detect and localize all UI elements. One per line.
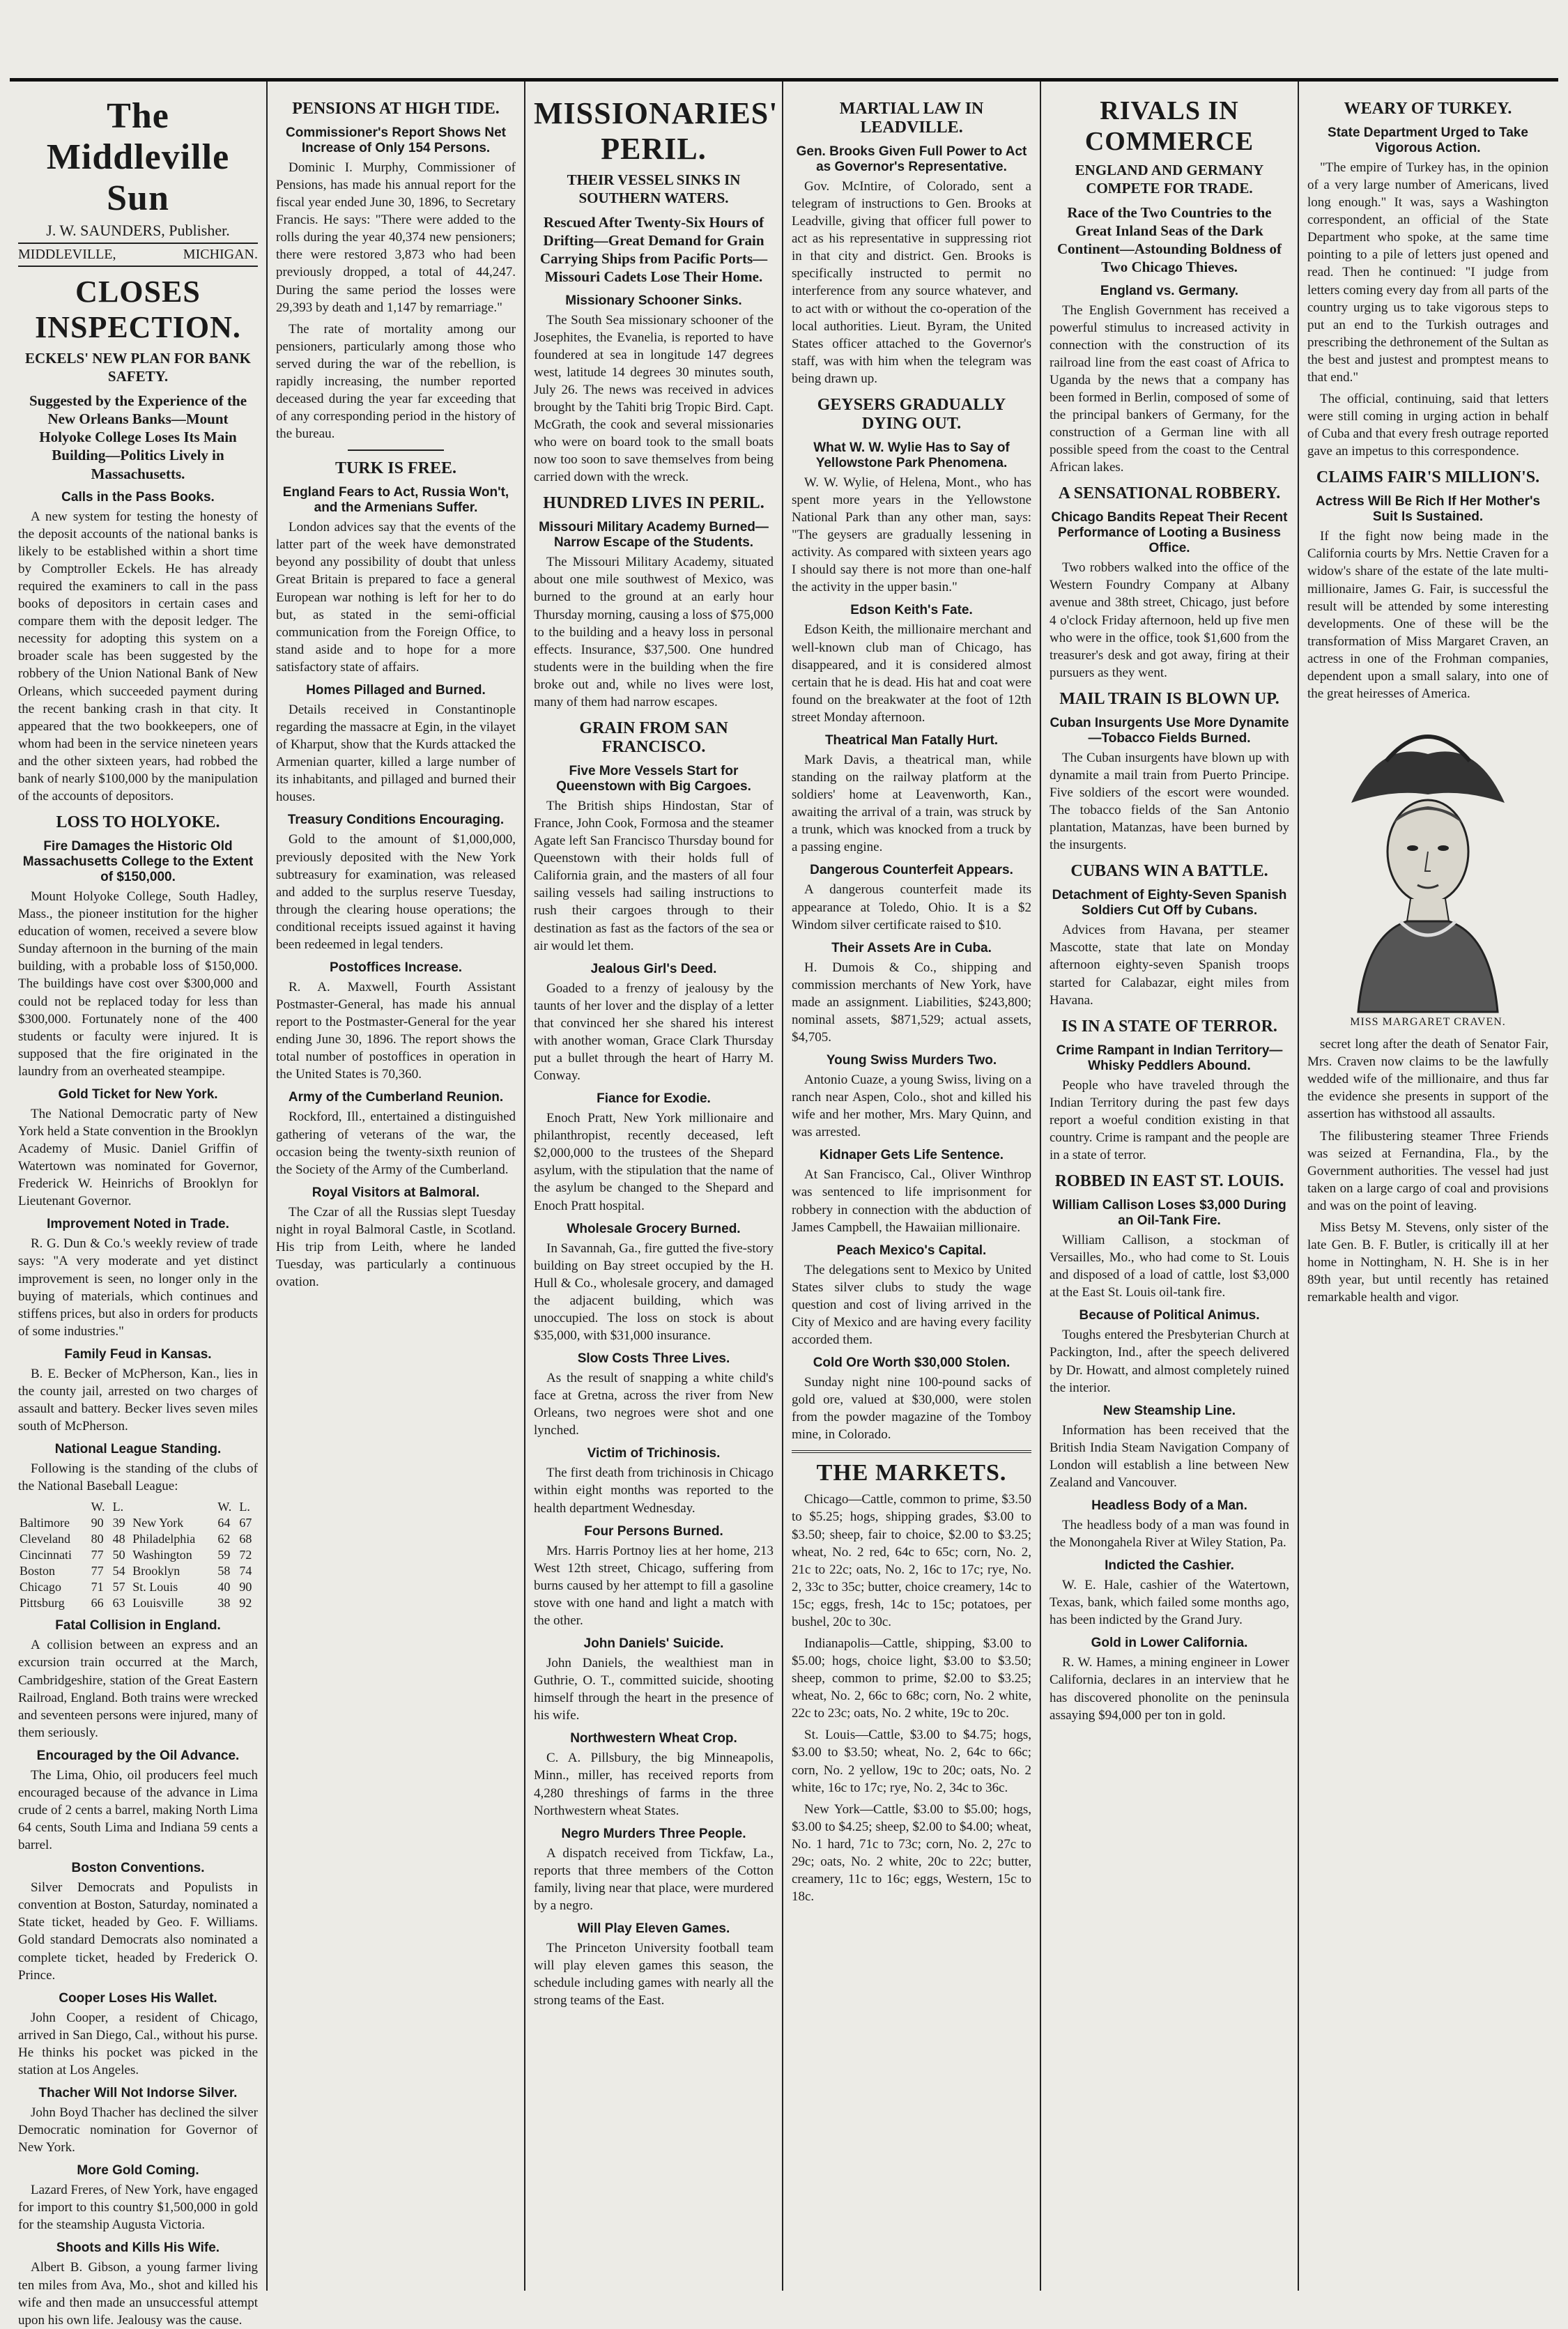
subhead: Army of the Cumberland Reunion. <box>288 1090 504 1105</box>
subhead: Jealous Girl's Deed. <box>590 961 717 976</box>
headline-cubans: CUBANS WIN A BATTLE. <box>1070 862 1268 881</box>
table-cell: Brooklyn <box>132 1564 180 1578</box>
table-cell: 80 <box>91 1532 104 1546</box>
deck: ENGLAND AND GERMANY COMPETE FOR TRADE. <box>1075 162 1264 197</box>
subhead: Fatal Collision in England. <box>55 1618 221 1634</box>
portrait-illustration <box>1337 712 1519 1012</box>
subhead: Gold in Lower California. <box>1091 1636 1248 1651</box>
article-text: B. E. Becker of McPherson, Kan., lies in the county jail, arrested on two charges of assault and battery. Becker lives seven miles south of McPherson. <box>18 1366 258 1434</box>
table-cell: Cleveland <box>20 1532 70 1546</box>
article-text: C. A. Pillsbury, the big Minneapolis, Minn., miller, has received reports from 4,280 threshings of farms in the three Northwestern wheat States. <box>534 1751 774 1818</box>
subhead: John Daniels' Suicide. <box>583 1636 724 1652</box>
masthead: The Middleville Sun <box>46 96 230 218</box>
article-text: The official, continuing, said that letters were still coming in urging action in behalf of Cuba and that every fresh outrage reported gave an impetus to this correspondence. <box>1307 392 1548 459</box>
article-text: A collision between an express and an excursion train occurred at the March, Cambridgeshire, station of the Great Eastern Railroad, England. Both trains were wrecked and seventeen persons were injured, many of them seriously. <box>18 1638 258 1740</box>
table-row <box>18 1563 258 1579</box>
table-cell: W. <box>91 1500 105 1514</box>
headline-east-st-louis: ROBBED IN EAST ST. LOUIS. <box>1054 1172 1284 1191</box>
article-text: William Callison, a stockman of Versailles, Mo., who had come to St. Louis and disposed of a load of cattle, lost $3,000 at the East St. Louis oil-tank fire. <box>1050 1233 1289 1300</box>
table-cell: 72 <box>239 1548 252 1562</box>
headline-geysers: GEYSERS GRADUALLY DYING OUT. <box>817 395 1006 433</box>
subhead: Five More Vessels Start for Queenstown with Big Cargoes. <box>556 763 751 794</box>
subhead: Slow Costs Three Lives. <box>577 1351 730 1367</box>
subhead: State Department Urged to Take Vigorous Action. <box>1328 125 1528 155</box>
article-text: Lazard Freres, of New York, have engaged for import to this country $1,500,000 in gold for the steamship Augusta Victoria. <box>18 2183 258 2233</box>
table-cell: 62 <box>217 1532 231 1546</box>
subhead: Edson Keith's Fate. <box>850 603 973 618</box>
subhead: Encouraged by the Oil Advance. <box>36 1748 240 1763</box>
headline-turk-is-free: TURK IS FREE. <box>335 459 457 478</box>
deck: Race of the Two Countries to the Great Inland Seas of the Dark Continent—Astounding Boldness of Two Chicago Thieves. <box>1056 203 1282 276</box>
subhead: Their Assets Are in Cuba. <box>831 940 992 955</box>
subhead: Wholesale Grocery Burned. <box>567 1221 741 1236</box>
subhead: Because of Political Animus. <box>1079 1308 1260 1323</box>
headline-markets: THE MARKETS. <box>816 1460 1007 1486</box>
table-cell: 39 <box>112 1516 125 1530</box>
article-text: The Cuban insurgents have blown up with dynamite a mail train from Puerto Principe. Five soldiers of the escort were wounded. The tobacco fields of the San Antonio plantation, Matanzas, have been burned by the insurgents. <box>1050 750 1289 853</box>
table-row <box>18 1595 258 1611</box>
subhead: Actress Will Be Rich If Her Mother's Suit Is Sustained. <box>1315 494 1541 525</box>
subhead: Cooper Loses His Wallet. <box>59 1990 217 2006</box>
article-text: Mark Davis, a theatrical man, while standing on the railway platform at the soldiers' home at Leavenworth, Kan., awaiting the arrival of a train, was struck by a trunk, which was knocked from a truck by a passing engine. <box>792 752 1031 855</box>
article-text: W. W. Wylie, of Helena, Mont., who has spent more years in the Yellowstone National Park than any other man, says: "The geysers are gradually lessening in activity. As compared with sixteen years ago I should say there is not more than one-half the activity in the upper basin." <box>792 475 1031 595</box>
article-text: Information has been received that the British India Steam Navigation Company of London will establish a line between New Zealand and Vancouver. <box>1050 1422 1289 1490</box>
subhead: Shoots and Kills His Wife. <box>56 2240 220 2256</box>
table-cell: 74 <box>239 1564 252 1578</box>
table-cell: Louisville <box>132 1596 184 1611</box>
divider <box>348 449 444 451</box>
table-cell: 68 <box>239 1532 252 1546</box>
table-cell: 63 <box>112 1596 125 1611</box>
dateline-state: MICHIGAN. <box>183 247 258 262</box>
article-text: The National Democratic party of New York held a State convention in the Brooklyn Academy of Music. Daniel Griffin of Watertown was nominated for Governor, Frederick W. Heinrichs of Brooklyn for Lieutenant Governor. <box>18 1106 258 1209</box>
subhead: Dangerous Counterfeit Appears. <box>810 863 1013 878</box>
table-cell: New York <box>132 1516 184 1530</box>
deck: Rescued After Twenty-Six Hours of Drifting—Great Demand for Grain Carrying Ships from Pacific Ports—Missouri Cadets Lose Their Home. <box>539 213 768 286</box>
table-cell: 71 <box>91 1580 104 1594</box>
column-1 <box>10 82 268 2328</box>
article-text: Edson Keith, the millionaire merchant and well-known club man of Chicago, has disappeared, and it is considered almost certain that he is dead. His hat and coat were found on the breakwater at the foot of 12th street Monday afternoon. <box>792 622 1031 725</box>
headline-grain: GRAIN FROM SAN FRANCISCO. <box>579 718 728 756</box>
article-text: secret long after the death of Senator Fair, Mrs. Craven now claims to be the lawfully wedded wife of the millionaire, and thus far the evidence she presents in support of the assertion has withstood all assaults. <box>1307 1037 1548 1122</box>
subhead: Fiance for Exodie. <box>597 1091 711 1107</box>
subhead: Negro Murders Three People. <box>561 1826 746 1841</box>
article-text: The British ships Hindostan, Star of France, John Cook, Formosa and the steamer Agate left San Francisco Thursday bound for Queenstown with their holds full of California grain, and the masters of all four sailing vessels had sailing instructions to rush their cargoes through to their destination as fast as the factors of the sea or air would let them. <box>534 798 774 953</box>
subhead: Treasury Conditions Encouraging. <box>287 813 505 828</box>
table-cell: Baltimore <box>20 1516 70 1530</box>
subhead: Crime Rampant in Indian Territory—Whisky Peddlers Abound. <box>1056 1043 1283 1073</box>
subhead: Boston Conventions. <box>71 1861 205 1876</box>
subhead: Will Play Eleven Games. <box>577 1921 730 1936</box>
article-text: Sunday night nine 100-pound sacks of gold ore, valued at $30,000, were stolen from the powder magazine of the Tomboy mine, in Colorado. <box>792 1375 1031 1443</box>
table-cell: St. Louis <box>132 1580 178 1594</box>
subhead: Chicago Bandits Repeat Their Recent Performance of Looting a Business Office. <box>1051 510 1288 556</box>
subhead: Kidnaper Gets Life Sentence. <box>820 1148 1004 1163</box>
article-text: Gov. McIntire, of Colorado, sent a telegram of instructions to Gen. Brooks at Leadville, giving that officer full power to act as his representative in suppressing riot in that city and district. Gen. Brooks is specifically instructed to permit no interference from any source whatever, and to act with or without the co-operation of the local authorities. Lieut. Byram, the United States officer attached to the Governor's staff, was with him when the telegram was being drawn up. <box>792 179 1031 386</box>
headline-missionaries-peril: MISSIONARIES' PERIL. <box>534 96 778 166</box>
subhead: Postoffices Increase. <box>329 960 463 975</box>
article-text: Enoch Pratt, New York millionaire and philanthropist, recently deceased, left $2,000,000 to the trustees of the Shepard asylum, with the stipulation that the name of the asylum be changed to the Shepard and Enoch Pratt hospital. <box>534 1111 774 1213</box>
article-text: Toughs entered the Presbyterian Church at Packington, Ind., after the speech delivered by Dr. Howatt, and almost completely ruined the interior. <box>1050 1328 1289 1395</box>
table-cell: Cincinnati <box>20 1548 72 1562</box>
column-6 <box>1299 82 1557 2291</box>
article-text: People who have traveled through the Indian Territory during the past few days report a woeful condition existing in that country. Crime is rampant and the people are in a state of terror. <box>1050 1077 1289 1162</box>
article-text: The first death from trichinosis in Chicago within eight months was reported to the health department Wednesday. <box>534 1466 774 1516</box>
article-text: In Savannah, Ga., fire gutted the five-story building on Bay street occupied by the H. Hull & Co., wholesale grocery, and damaged the adjacent building, which was unoccupied. The loss on stock is about $35,000, with $31,000 insurance. <box>534 1240 774 1344</box>
article-text: Advices from Havana, per steamer Mascotte, state that late on Monday afternoon eighty-seven Spanish troops started for Calabazar, eight miles from Havana. <box>1050 923 1289 1008</box>
subhead: National League Standing. <box>54 1442 222 1457</box>
subhead: Homes Pillaged and Burned. <box>306 682 486 698</box>
article-text: Gold to the amount of $1,000,000, previously deposited with the New York subtreasury for examination, was released and added to the surplus reserve Tuesday, through the clearing house operations; the conditional receipts issued against it having been redeemed in legal tenders. <box>276 832 516 952</box>
table-row <box>18 1531 258 1547</box>
article-text: W. E. Hale, cashier of the Watertown, Texas, bank, which failed some months ago, has been indicted by the Grand Jury. <box>1050 1578 1289 1628</box>
table-cell: 54 <box>112 1564 125 1578</box>
subhead: Victim of Trichinosis. <box>587 1446 721 1461</box>
subhead: Cuban Insurgents Use More Dynamite—Tobacco Fields Burned. <box>1050 715 1289 746</box>
article-text: Mrs. Harris Portnoy lies at her home, 213 West 12th street, Chicago, suffering from burns caused by her attempt to fill a gasoline stove with one hand and light a match with the other. <box>534 1543 774 1628</box>
table-cell: Washington <box>132 1548 192 1562</box>
subhead: Fire Damages the Historic Old Massachusetts College to the Extent of $150,000. <box>22 839 254 885</box>
table-cell: 64 <box>217 1516 231 1530</box>
article-text: John Cooper, a resident of Chicago, arrived in San Diego, Cal., without his purse. He thinks his pocket was picked in the station at Los Angeles. <box>18 2010 258 2077</box>
article-text: R. A. Maxwell, Fourth Assistant Postmaster-General, has made his annual report to the Postmaster-General for the year ending June 30, 1896. The report shows the total number of postoffices in operation in the United States is 70,360. <box>276 979 516 1082</box>
subhead: Four Persons Burned. <box>584 1523 723 1539</box>
dateline-town: MIDDLEVILLE, <box>18 247 116 262</box>
subhead: Cold Ore Worth $30,000 Stolen. <box>813 1355 1010 1371</box>
article-text: Two robbers walked into the office of the Western Foundry Company at Albany avenue and 38th street, Chicago, just before 4 o'clock Friday afternoon, held up five men who were in the office, took $1,600 from the treasurer's desk and got away, firing at their pursuers as they went. <box>1050 560 1289 680</box>
table-cell: 50 <box>112 1548 125 1562</box>
article-text: John Boyd Thacher has declined the silver Democratic nomination for Governor of New York. <box>18 2105 258 2155</box>
headline-loss-to-holyoke: LOSS TO HOLYOKE. <box>56 813 220 832</box>
table-row <box>18 1499 258 1515</box>
subhead: Indicted the Cashier. <box>1105 1558 1234 1574</box>
headline-martial-law: MARTIAL LAW IN LEADVILLE. <box>839 100 984 137</box>
subhead: Missionary Schooner Sinks. <box>565 293 742 308</box>
table-cell: Chicago <box>20 1580 61 1594</box>
article-text: The English Government has received a powerful stimulus to increased activity in connection with the construction of its railroad line from the east coast of Africa to Uganda by the news that a company has been formed in Berlin, composed of some of the principal bankers of Germany, for the construction of a German line with all possible speed from the coast to the Central African lakes. <box>1050 302 1289 475</box>
article-text: R. G. Dun & Co.'s weekly review of trade says: "A very moderate and yet distinct improvement is seen, no longer only in the buying of materials, which continues and stiffens prices, but also in orders for products of some industries." <box>18 1236 258 1339</box>
article-text: The Czar of all the Russias slept Tuesday night in royal Balmoral Castle, in Scotland. His trip from Leith, where he landed Tuesday, was particularly a continuous ovation. <box>276 1204 516 1290</box>
table-cell: 67 <box>239 1516 252 1530</box>
subhead: William Callison Loses $3,000 During an Oil-Tank Fire. <box>1052 1198 1286 1229</box>
table-cell: 58 <box>217 1564 231 1578</box>
baseball-standings-table <box>18 1499 258 1611</box>
subhead: Royal Visitors at Balmoral. <box>312 1185 480 1200</box>
column-2 <box>268 82 525 2291</box>
headline-terror: IS IN A STATE OF TERROR. <box>1061 1017 1277 1036</box>
subhead: England vs. Germany. <box>1100 283 1239 298</box>
table-row <box>18 1515 258 1531</box>
subhead: Detachment of Eighty-Seven Spanish Soldiers Cut Off by Cubans. <box>1052 888 1287 918</box>
article-text: The filibustering steamer Three Friends was seized at Fernandina, Fla., by the Government authorities. The vessel had just taken on a large cargo of coal and provisions and was on the point of leaving. <box>1307 1128 1548 1213</box>
article-text: London advices say that the events of the latter part of the week have demonstrated beyond any possibility of doubt that unless Great Britain is prepared to face a general European war nothing is left for her to do but, as stated in the semi-official communication from the Foreign Office, to stand aside and to hope for a more satisfactory state of affairs. <box>276 520 516 675</box>
table-cell: 90 <box>91 1516 104 1530</box>
table-cell <box>131 1499 216 1515</box>
headline-rivals: RIVALS IN COMMERCE <box>1084 96 1254 156</box>
article-text: Following is the standing of the clubs of the National Baseball League: <box>18 1461 258 1494</box>
subhead: Family Feud in Kansas. <box>64 1346 212 1362</box>
subhead: More Gold Coming. <box>77 2163 199 2178</box>
article-text: The Missouri Military Academy, situated about one mile southwest of Mexico, was burned to the ground at an early hour Thursday morning, causing a loss of $75,000 to the building and a heavy loss in personal effects. Insurance, $37,500. One hundred students were in the building when the fire broke out and, while no lives were lost, many of them had narrow escapes. <box>534 555 774 709</box>
subhead: Northwestern Wheat Crop. <box>570 1731 737 1746</box>
table-row <box>18 1547 258 1563</box>
table-cell: 77 <box>91 1564 104 1578</box>
subhead: What W. W. Wylie Has to Say of Yellowstone Park Phenomena. <box>813 440 1010 470</box>
column-3 <box>525 82 783 2291</box>
table-cell: 40 <box>217 1580 231 1594</box>
headline-mail-train: MAIL TRAIN IS BLOWN UP. <box>1059 689 1279 708</box>
deck: THEIR VESSEL SINKS IN SOUTHERN WATERS. <box>567 171 741 207</box>
table-cell: Pittsburg <box>20 1596 65 1611</box>
article-text: R. W. Hames, a mining engineer in Lower California, declares in an interview that he has discovered phonolite on the peninsula assaying $94,000 per ton in gold. <box>1050 1655 1289 1723</box>
table-cell: 92 <box>239 1596 252 1611</box>
article-text: Rockford, Ill., entertained a distinguished gathering of veterans of the war, the occasion being the twenty-sixth reunion of the Society of the Army of the Cumberland. <box>276 1109 516 1177</box>
article-text: A dangerous counterfeit made its appearance at Toledo, Ohio. It is a $2 Windom silver certificate raised to $10. <box>792 882 1031 932</box>
article-text: If the fight now being made in the California courts by Mrs. Nettie Craven for a widow's share of the estate of the late multi-millionaire, James G. Fair, is successful the result will be attended by some interesting developments. One of these will be the transformation of Miss Margaret Craven, an actress in one of the Frohman companies, dependent upon a small salary, into one of the great heiresses of America. <box>1307 529 1548 702</box>
market-report: Chicago—Cattle, common to prime, $3.50 to $5.25; hogs, shipping grades, $3.00 to $3.50; sheep, fair to choice, $2.00 to $3.25; wheat, No. 2 red, 64c to 65c; corn, No. 2, 21c to 22c; oats, No. 2, 16c to 17c; rye, No. 2, 33c to 35c; butter, choice creamery, 14c to 15c; eggs, fresh, 14c to 15c; potatoes, per bushel, 20c to 30c. <box>792 1492 1031 1629</box>
subhead: Thacher Will Not Indorse Silver. <box>38 2085 238 2100</box>
table-cell: 77 <box>91 1548 104 1562</box>
table-cell: 38 <box>217 1596 231 1611</box>
table-cell: 48 <box>112 1532 125 1546</box>
table-cell: 59 <box>217 1548 231 1562</box>
headline-pensions: PENSIONS AT HIGH TIDE. <box>292 100 500 118</box>
article-text: The rate of mortality among our pensioners, particularly among those who served during the war of the rebellion, is rapidly increasing, the number reported deceased during the year far exceeding that of any corresponding period in the history of the bureau. <box>276 321 516 442</box>
portrait-caption: MISS MARGARET CRAVEN. <box>1350 1016 1506 1029</box>
article-text: At San Francisco, Cal., Oliver Winthrop was sentenced to life imprisonment for robbery in connection with the abduction of James Campbell, the Hawaiian millionaire. <box>792 1167 1031 1235</box>
table-cell: W. <box>217 1500 232 1514</box>
table-cell: Boston <box>20 1564 56 1578</box>
divider <box>792 1450 1031 1453</box>
table-cell: L. <box>239 1500 250 1514</box>
article-text: Mount Holyoke College, South Hadley, Mass., the pioneer institution for the higher education of women, received a severe blow Sunday afternoon in the burning of the main building, with a probable loss of $150,000. The buildings have cost over $300,000 and could not be replaced today for less than $300,000. Fortunately none of the 400 students or faculty were injured. It is supposed that the fire originated in the laundry from an overheated steampipe. <box>18 889 258 1079</box>
table-row <box>18 1579 258 1595</box>
newspaper-page <box>10 78 1558 2328</box>
headline-weary-of-turkey: WEARY OF TURKEY. <box>1344 100 1512 118</box>
article-text: The delegations sent to Mexico by United States silver clubs to study the wage question and cost of living arrived in the City of Mexico and are having every facility accorded them. <box>792 1262 1031 1347</box>
table-cell <box>18 1499 90 1515</box>
headline-robbery: A SENSATIONAL ROBBERY. <box>1058 484 1281 503</box>
article-text: As the result of snapping a white child's face at Gretna, across the river from New Orleans, two negroes were shot and one lynched. <box>534 1371 774 1438</box>
table-cell: Philadelphia <box>132 1532 196 1546</box>
article-text: A dispatch received from Tickfaw, La., reports that three members of the Cotton family, living near that place, were murdered by a negro. <box>534 1845 774 1913</box>
article-text: Antonio Cuaze, a young Swiss, living on a ranch near Aspen, Colo., shot and killed his wife and her mother, Mrs. Mary Quinn, and was arrested. <box>792 1073 1031 1140</box>
subhead: Improvement Noted in Trade. <box>47 1217 229 1232</box>
article-text: Albert B. Gibson, a young farmer living ten miles from Ava, Mo., shot and killed his wife and then made an unsuccessful attempt upon his own life. Jealousy was the cause. <box>18 2260 258 2328</box>
market-report: Indianapolis—Cattle, shipping, $3.00 to $5.00; hogs, choice light, $3.00 to $3.50; sheep, common to prime, $2.00 to $3.25; wheat, No. 2, 66c to 68c; corn, No. 2 white, 22c to 23c; oats, No. 2 white, 19c to 20c. <box>792 1636 1031 1721</box>
article-text: The Lima, Ohio, oil producers feel much encouraged because of the advance in Lima crude of 2 cents a barrel, making North Lima 64 cents, South Lima and Indiana 59 cents a barrel. <box>18 1767 258 1853</box>
table-cell: L. <box>112 1500 124 1514</box>
market-report: St. Louis—Cattle, $3.00 to $4.75; hogs, $3.00 to $3.50; wheat, No. 2, 64c to 66c; corn, No. 2 yellow, 19c to 20c; oats, No. 2 white, 16c to 17c; rye, No. 2, 34c to 36c. <box>792 1728 1031 1795</box>
subhead: Headless Body of a Man. <box>1091 1498 1247 1514</box>
article-text: Goaded to a frenzy of jealousy by the taunts of her lover and the display of a letter that convinced her she shared his interest with another woman, Grace Clark Thursday put a bullet through the heart of Harry M. Conway. <box>534 981 774 1084</box>
article-text: "The empire of Turkey has, in the opinion of a very large number of Americans, lived long enough." It was, says a Washington correspondent, an official of the State Department who spoke, at the same time pointing to a pile of letters just opened and read. Then he continued: "I judge from letters coming every day from all parts of the country urging us to take vigorous steps to put an end to the Turkish outrages and prescribing the dethronement of the Sultan as the best and justest and promptest means to that end." <box>1307 160 1548 385</box>
headline-closes-inspection: CLOSES INSPECTION. <box>35 275 241 344</box>
headline-hundred-lives: HUNDRED LIVES IN PERIL. <box>543 494 764 513</box>
subhead: Gold Ticket for New York. <box>58 1086 218 1102</box>
subhead: Peach Mexico's Capital. <box>836 1243 987 1258</box>
table-cell: 66 <box>91 1596 104 1611</box>
subhead: England Fears to Act, Russia Won't, and the Armenians Suffer. <box>282 485 509 516</box>
article-text: A new system for testing the honesty of the deposit accounts of the national banks is likely to be established within a short time by Comptroller Eckels. He has already required the examiners to call in the pass books of depositors in certain cases and compare them with the deposit ledger. The necessity for adopting this system on a broader scale has been suggested by the robbery of the Union National Bank of New Orleans, which succeeded payment during the recent banking crash in that city. It appeared that the two bookkeepers, one of whom had been in the service nineteen years and the other sixteen years, had robbed the bank of nearly $100,000 by the manipulation of the accounts of depositors. <box>18 509 258 804</box>
article-text: John Daniels, the wealthiest man in Guthrie, O. T., committed suicide, shooting himself through the heart in the presence of his wife. <box>534 1656 774 1723</box>
subhead: Theatrical Man Fatally Hurt. <box>824 732 999 748</box>
table-cell: 90 <box>239 1580 252 1594</box>
market-report: New York—Cattle, $3.00 to $5.00; hogs, $3.00 to $4.25; sheep, $2.00 to $4.00; wheat, No. 1 hard, 71c to 73c; corn, No. 2, 27c to 29c; oats, No. 2 white, 20c to 22c; butter, creamery, 11c to 16c; eggs, Western, 15c to 18c. <box>792 1801 1031 1905</box>
subhead: Missouri Military Academy Burned—Narrow Escape of the Students. <box>539 520 769 551</box>
article-text: Silver Democrats and Populists in convention at Boston, Saturday, nominated a State ticket, headed by Geo. F. Williams. Gold standard Democrats also nominated a complete ticket, headed by Frederick O. Prince. <box>18 1880 258 1983</box>
headline-fair-millions: CLAIMS FAIR'S MILLION'S. <box>1316 468 1540 487</box>
article-text: H. Dumois & Co., shipping and commission merchants of New York, have made an assignment. Liabilities, $243,800; nominal assets, $871,529; actual assets, $4,705. <box>792 960 1031 1045</box>
column-5 <box>1041 82 1299 2291</box>
subhead: Commissioner's Report Shows Net Increase of Only 154 Persons. <box>286 125 506 155</box>
article-text: Dominic I. Murphy, Commissioner of Pensions, has made his annual report for the fiscal year ended June 30, 1896, to Secretary Francis. He says: "There were added to the rolls during the year 40,374 new pensioners; there were restored 3,873 who had been previously dropped, a total of 44,247. During the same period the losses were 29,393 by death and 1,147 by remarriage." <box>276 160 516 315</box>
article-text: Details received in Constantinople regarding the massacre at Egin, in the vilayet of Kharput, show that the Kurds attacked the Armenian quarter, killed a large number of its inhabitants, and pillaged and burned their houses. <box>276 702 516 805</box>
subhead: Calls in the Pass Books. <box>61 489 215 505</box>
article-text: The South Sea missionary schooner of the Josephites, the Evanelia, is reported to have foundered at sea in longitude 147 degrees west, latitude 14 degrees 30 minutes south, July 26. The news was received in advices brought by the Tahiti brig Tropic Bird. Capt. McGrath, the cook and several missionaries who were on board took to the small boats now too soon to save themselves from being carried down with the wreck. <box>534 312 774 485</box>
subhead: New Steamship Line. <box>1102 1403 1236 1418</box>
column-4 <box>783 82 1041 2291</box>
table-cell: 57 <box>112 1580 125 1594</box>
article-text: Miss Betsy M. Stevens, only sister of the late Gen. B. F. Butler, is critically ill at her home in Nottingham, N. H. She is in her 89th year, but until recently has retained remarkable health and vigor. <box>1307 1220 1548 1305</box>
subhead: Young Swiss Murders Two. <box>826 1053 997 1068</box>
deck: Suggested by the Experience of the New Orleans Banks—Mount Holyoke College Loses Its Main Building—Politics Lively in Massachusetts. <box>29 392 247 482</box>
article-text: The Princeton University football team will play eleven games this season, the schedule including games with nearly all the strong teams of the East. <box>534 1940 774 2008</box>
article-text: The headless body of a man was found in the Monongahela River at Wiley Station, Pa. <box>1050 1518 1289 1551</box>
publisher-line: J. W. SAUNDERS, Publisher. <box>46 222 230 239</box>
dateline <box>18 243 258 267</box>
subhead: Gen. Brooks Given Full Power to Act as Governor's Representative. <box>796 144 1027 174</box>
deck: ECKELS' NEW PLAN FOR BANK SAFETY. <box>25 350 251 385</box>
